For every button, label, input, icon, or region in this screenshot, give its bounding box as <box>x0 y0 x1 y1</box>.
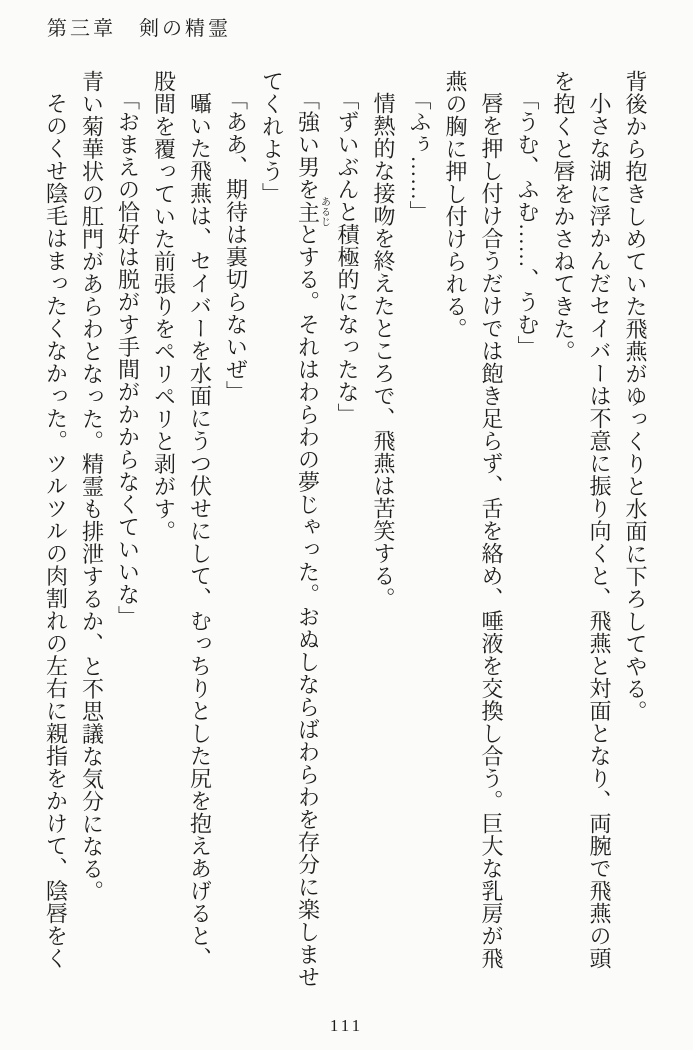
text-line: 「ああ、期待は裏切らないぜ」 <box>223 88 249 403</box>
text-line: 「ふぅ……」 <box>407 88 432 223</box>
text-line: 「強い男を主あるじとする。それはわらわの夢じゃった。おぬしならばわらわを存分に楽しませ <box>295 88 330 988</box>
text-line: そのくせ陰毛はまったくなかった。ツルツルの肉割れの左右に親指をかけて、陰唇をく <box>43 92 69 970</box>
chapter-header: 第三章 剣の精霊 <box>47 18 231 40</box>
page-number: 111 <box>329 1016 364 1035</box>
text-line: 「おまえの恰好は脱がす手間がかからなくていいな」 <box>115 88 141 628</box>
text-line: 「うむ、ふむ……、うむ」 <box>515 88 540 358</box>
text-line: 囁いた飛燕は、セイバーを水面にうつ伏せにして、むっちりとした尻を抱えあげると、 <box>187 92 213 970</box>
text-columns <box>40 70 653 1035</box>
text-line: を抱くと唇をかさねてきた。 <box>551 70 576 363</box>
text-line: 青い菊華状の肛門があらわとなった。精霊も排泄するか、と不思議な気分になる。 <box>79 70 105 903</box>
text-line: 「ずいぶんと積極的になったな」 <box>335 88 360 426</box>
text-line: てくれよう」 <box>259 70 285 205</box>
text-line: 燕の胸に押し付けられる。 <box>443 70 468 340</box>
text-line: 股間を覆っていた前張りをペリペリと剥がす。 <box>151 70 177 543</box>
text-line: 背後から抱きしめていた飛燕がゆっくりと水面に下ろしてやる。 <box>623 70 648 723</box>
text-line: 小さな湖に浮かんだセイバーは不意に振り向くと、飛燕と対面となり、両腕で飛燕の頭 <box>587 92 612 970</box>
text-line: 唇を押し付け合うだけでは飽き足らず、舌を絡め、唾液を交換し合う。巨大な乳房が飛 <box>479 92 504 970</box>
text-line: 情熱的な接吻を終えたところで、飛燕は苦笑する。 <box>371 92 396 610</box>
